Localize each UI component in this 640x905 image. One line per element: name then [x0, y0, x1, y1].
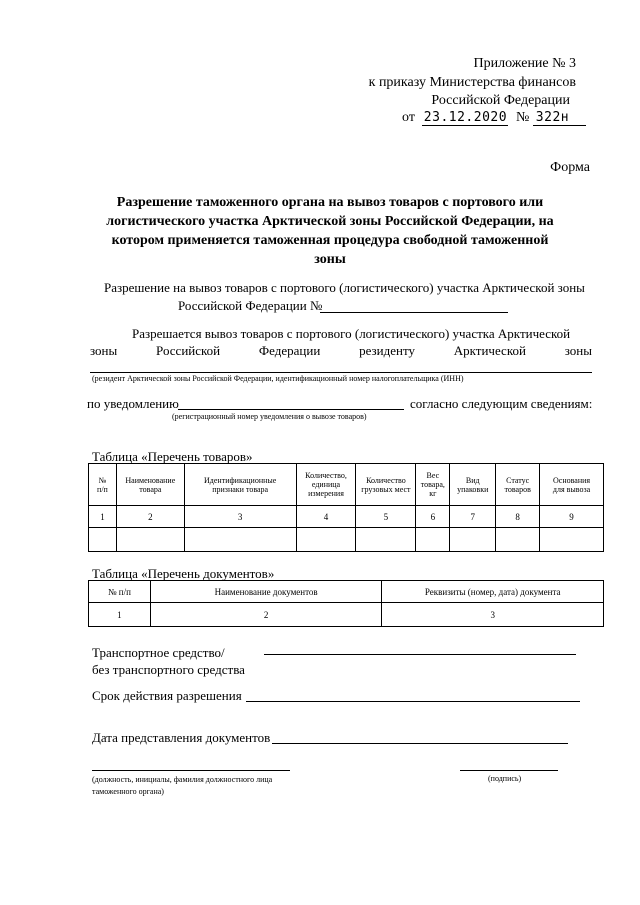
order-line: к приказу Министерства финансов: [368, 75, 576, 90]
order-date-row: [402, 110, 586, 126]
submission-field-line[interactable]: [272, 743, 568, 744]
goods-number-cell: 4: [296, 506, 356, 528]
allow-word-4: резиденту: [359, 343, 415, 358]
docs-table: [88, 580, 604, 627]
docs-header-cell: Реквизиты (номер, дата) документа: [382, 581, 604, 603]
goods-table-title: Таблица «Перечень товаров»: [92, 449, 253, 464]
permit-line-1: Разрешение на вывоз товаров с портового (логистического) участка Арктической зоны: [104, 280, 585, 295]
title-line-4: зоны: [314, 252, 346, 267]
permit-line-2: Российской Федерации №: [178, 298, 323, 313]
goods-number-cell: 7: [450, 506, 496, 528]
goods-header-cell: Количество, единица измерения: [296, 464, 356, 506]
notice-caption: (регистрационный номер уведомления о вывозе товаров): [172, 412, 367, 421]
validity-field-line[interactable]: [246, 701, 580, 702]
goods-number-cell: 6: [416, 506, 450, 528]
goods-number-cell: 8: [496, 506, 540, 528]
goods-header-cell: Вес товара, кг: [416, 464, 450, 506]
goods-header-cell: Наименование товара: [116, 464, 184, 506]
docs-number-row: [89, 603, 604, 627]
notice-number-line: [178, 409, 404, 410]
goods-empty-cell[interactable]: [540, 528, 604, 552]
goods-header-cell: № п/п: [89, 464, 117, 506]
docs-number-cell: 1: [89, 603, 151, 627]
goods-header-cell: Статус товаров: [496, 464, 540, 506]
document-title: [60, 193, 600, 269]
notice-suffix: согласно следующим сведениям:: [410, 396, 593, 411]
submission-label: Дата представления документов: [92, 730, 271, 745]
goods-empty-cell[interactable]: [356, 528, 416, 552]
number-label: №: [515, 110, 530, 125]
goods-header-cell: Идентификационные признаки товара: [184, 464, 296, 506]
appendix-label: Приложение № 3: [473, 56, 576, 71]
transport-line-2: без транспортного средства: [92, 662, 245, 677]
date-prefix: от: [402, 110, 415, 125]
notice-prefix: по уведомлению: [87, 396, 179, 411]
goods-header-cell: Количество грузовых мест: [356, 464, 416, 506]
title-line-2: логистического участка Арктической зоны Российской Федерации, на: [106, 214, 554, 229]
resident-caption: (резидент Арктической зоны Российской Федерации, идентификационный номер налогоплательщика (ИНН): [92, 374, 464, 383]
docs-header-cell: № п/п: [89, 581, 151, 603]
goods-empty-cell[interactable]: [116, 528, 184, 552]
signature-line[interactable]: [460, 770, 558, 771]
validity-label: Срок действия разрешения: [92, 688, 242, 703]
goods-empty-cell[interactable]: [296, 528, 356, 552]
allow-word-6: зоны: [564, 343, 592, 358]
form-label: Форма: [550, 160, 590, 175]
transport-field-line[interactable]: [264, 654, 576, 655]
order-number: 322н: [533, 110, 586, 126]
goods-header-cell: Основания для вывоза: [540, 464, 604, 506]
goods-header-cell: Вид упаковки: [450, 464, 496, 506]
goods-empty-cell[interactable]: [496, 528, 540, 552]
official-caption-line-1: (должность, инициалы, фамилия должностного лица: [92, 775, 273, 784]
docs-header-cell: Наименование документов: [150, 581, 382, 603]
goods-empty-cell[interactable]: [450, 528, 496, 552]
docs-header-row: [89, 581, 604, 603]
docs-number-cell: 3: [382, 603, 604, 627]
goods-empty-cell[interactable]: [184, 528, 296, 552]
official-caption: [92, 774, 272, 798]
transport-label: [92, 644, 245, 678]
goods-number-cell: 2: [116, 506, 184, 528]
title-line-1: Разрешение таможенного органа на вывоз товаров с портового или: [116, 195, 544, 210]
goods-number-cell: 9: [540, 506, 604, 528]
allow-line-1: Разрешается вывоз товаров с портового (логистического) участка Арктической: [132, 326, 571, 341]
signature-caption: (подпись): [488, 774, 522, 783]
docs-table-title: Таблица «Перечень документов»: [92, 566, 275, 581]
title-line-3: котором применяется таможенная процедура свободной таможенной: [111, 233, 549, 248]
goods-number-cell: 3: [184, 506, 296, 528]
goods-number-row: [89, 506, 604, 528]
goods-number-cell: 1: [89, 506, 117, 528]
goods-empty-cell[interactable]: [89, 528, 117, 552]
allow-word-2: Российской: [156, 343, 221, 358]
goods-empty-cell[interactable]: [416, 528, 450, 552]
resident-line: [90, 372, 592, 373]
goods-table: [88, 463, 604, 552]
goods-header-row: [89, 464, 604, 506]
docs-number-cell: 2: [150, 603, 382, 627]
permit-number-line: [320, 312, 508, 313]
goods-number-cell: 5: [356, 506, 416, 528]
allow-word-3: Федерации: [258, 343, 321, 358]
federation-line: Российской Федерации: [431, 93, 570, 108]
transport-line-1: Транспортное средство/: [92, 645, 225, 660]
allow-word-1: зоны: [90, 343, 118, 358]
allow-line-2: [90, 343, 592, 359]
allow-word-5: Арктической: [453, 343, 526, 358]
goods-empty-row: [89, 528, 604, 552]
official-caption-line-2: таможенного органа): [92, 787, 164, 796]
official-line[interactable]: [92, 770, 290, 771]
order-date: 23.12.2020: [423, 110, 508, 125]
